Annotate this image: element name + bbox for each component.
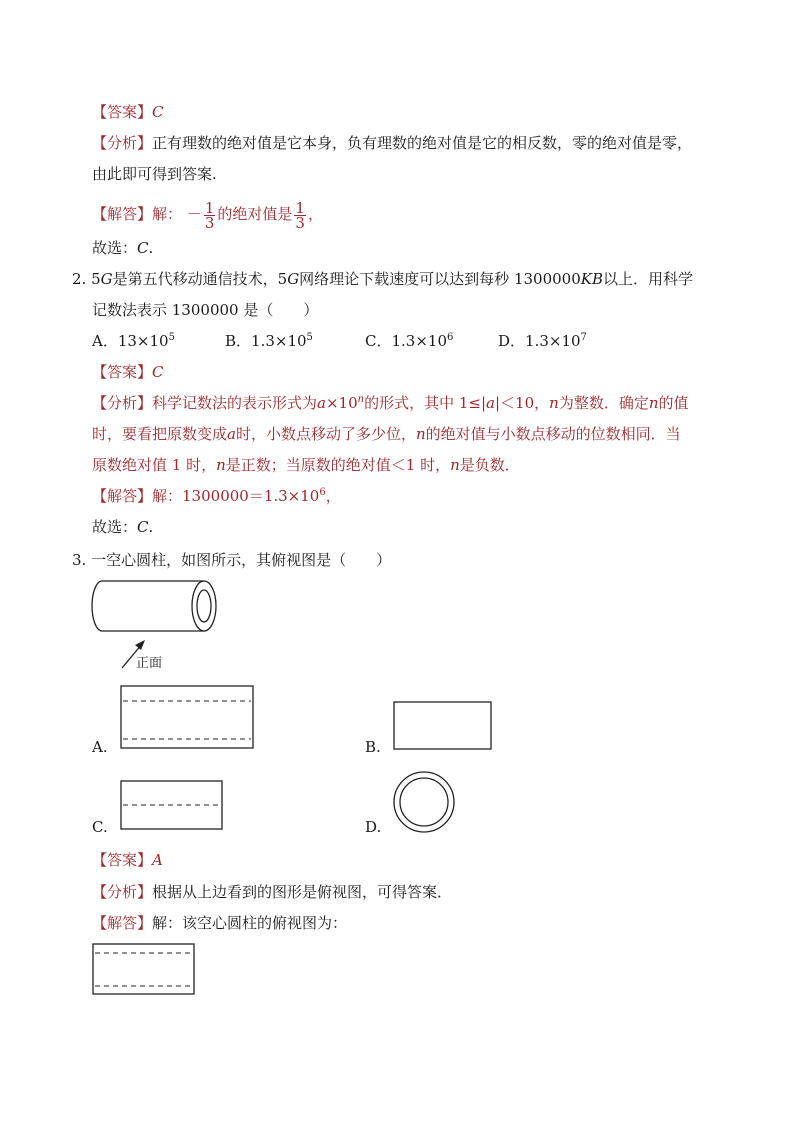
analysis-text: |＜10， (494, 394, 550, 412)
analysis-tag: 【分析】 (92, 394, 153, 412)
option-c-label: C. (92, 818, 108, 836)
analysis-text: 的绝对值与小数点移动的位数相同．当 (425, 425, 681, 443)
solution-text: 解：1300000＝1.3×10 (152, 487, 320, 505)
analysis-exponent: n (357, 394, 365, 405)
analysis-text: 是负数． (459, 456, 520, 474)
q1-answer (92, 101, 164, 123)
analysis-text: 的形式，其中 1≤| (364, 394, 487, 412)
conclusion-value: C (137, 518, 149, 536)
analysis-text: 科学记数法的表示形式为 (152, 394, 318, 412)
stem-text: G (287, 270, 300, 288)
analysis-text: n (450, 456, 460, 474)
analysis-text: n (648, 394, 659, 412)
analysis-text: a (486, 394, 495, 412)
answer-value: A (152, 851, 163, 869)
analysis-text: 时，小数点移动了多少位， (235, 425, 416, 443)
q2-analysis-line1 (92, 392, 689, 414)
answer-tag: 【答案】 (92, 851, 153, 869)
analysis-text: n (216, 456, 226, 474)
solution-tag: 【解答】 (92, 487, 153, 505)
option-d (498, 330, 587, 352)
q2-stem-line1 (72, 268, 693, 290)
option-a-label: A. (92, 738, 108, 756)
solution-mid: 的绝对值是 (217, 205, 293, 223)
question-number: 3. (72, 551, 87, 569)
option-b (225, 330, 313, 352)
q2-analysis-line2 (92, 423, 681, 445)
option-label: C． (365, 332, 392, 350)
answer-tag: 【答案】 (92, 103, 153, 121)
analysis-text: a (317, 394, 326, 412)
fraction (294, 198, 306, 232)
stem-text: 5 (277, 270, 288, 288)
analysis-text: 根据从上边看到的图形是俯视图，可得答案． (152, 883, 453, 901)
stem-text: G (100, 270, 113, 288)
option-b-figure (393, 701, 493, 751)
fraction-numerator: 1 (204, 198, 215, 217)
analysis-text: 的值 (658, 394, 689, 412)
solution-exponent: 6 (319, 487, 326, 498)
option-exponent: 6 (447, 332, 454, 343)
solution-end: ， (325, 487, 341, 505)
conclusion-prefix: 故选： (92, 239, 138, 257)
answer-value: C (152, 103, 164, 121)
q2-stem-line2 (92, 299, 318, 321)
stem-text: 一空心圆柱，如图所示，其俯视图是（ ） (91, 551, 392, 569)
solution-text: 解：该空心圆柱的俯视图为： (152, 914, 348, 932)
analysis-text: 时，要看把原数变成 (92, 425, 228, 443)
analysis-text: a (227, 425, 236, 443)
q1-conclusion (92, 237, 153, 259)
q3-analysis (92, 881, 452, 903)
option-text: 1.3×10 (525, 332, 581, 350)
option-text: 1.3×10 (391, 332, 447, 350)
q2-conclusion (92, 516, 153, 538)
analysis-text: 正有理数的绝对值是它本身，负有理数的绝对值是它的相反数，零的绝对值是零， (152, 134, 693, 152)
minus-sign: － (186, 205, 202, 223)
analysis-text: ×10 (325, 394, 358, 412)
fraction-denominator: 3 (295, 213, 305, 232)
q2-solution (92, 485, 341, 507)
fraction (204, 198, 216, 232)
analysis-text: 由此即可得到答案. (92, 165, 217, 183)
option-exponent: 5 (168, 332, 175, 343)
q1-solution (92, 199, 323, 230)
stem-text: 网络理论下载速度可以达到每秒 1300000 (299, 270, 581, 288)
q3-answer (92, 849, 163, 871)
analysis-text: n (549, 394, 559, 412)
solution-top-view-figure (92, 943, 196, 997)
stem-text: 是第五代移动通信技术， (112, 270, 278, 288)
fraction-numerator: 1 (295, 198, 305, 217)
q1-analysis-cont (92, 163, 217, 185)
option-exponent: 5 (306, 332, 313, 343)
front-label: 正面 (136, 656, 163, 671)
solution-tag: 【解答】 (92, 914, 153, 932)
conclusion-end: . (148, 518, 154, 536)
conclusion-prefix: 故选： (92, 518, 138, 536)
conclusion-value: C (137, 239, 149, 257)
option-text: 1.3×10 (251, 332, 307, 350)
analysis-tag: 【分析】 (92, 134, 153, 152)
fraction-denominator: 3 (204, 213, 215, 232)
option-label: B． (225, 332, 252, 350)
q1-analysis (92, 132, 692, 154)
option-label: D． (498, 332, 526, 350)
stem-text: 记数法表示 1300000 是（ ） (92, 301, 319, 319)
option-c-figure (120, 780, 225, 832)
option-d-figure (392, 770, 456, 834)
stem-text: 5 (91, 270, 101, 288)
stem-text: 以上．用科学 (602, 270, 693, 288)
option-d-label: D. (365, 818, 382, 836)
question-number: 2. (72, 270, 87, 288)
q2-analysis-line3 (92, 454, 520, 476)
option-label: A． (92, 332, 118, 350)
answer-tag: 【答案】 (92, 363, 153, 381)
option-b-label: B. (365, 738, 381, 756)
option-a (92, 330, 175, 352)
option-c (365, 330, 453, 352)
analysis-text: 原数绝对值 1 时， (92, 456, 217, 474)
conclusion-end: . (148, 239, 154, 257)
q3-solution (92, 912, 347, 934)
q3-stem (72, 549, 391, 571)
analysis-tag: 【分析】 (92, 883, 153, 901)
solution-prefix: 解： (152, 205, 183, 223)
stem-text: KB (580, 270, 603, 288)
q2-answer (92, 361, 164, 383)
analysis-text: 是正数；当原数的绝对值＜1 时， (225, 456, 451, 474)
option-a-figure (120, 685, 255, 749)
option-text: 13×10 (117, 332, 169, 350)
option-exponent: 7 (580, 332, 587, 343)
analysis-text: n (415, 425, 426, 443)
answer-value: C (152, 363, 164, 381)
solution-tag: 【解答】 (92, 205, 153, 223)
solution-end: ， (307, 205, 323, 223)
analysis-text: 为整数．确定 (558, 394, 649, 412)
